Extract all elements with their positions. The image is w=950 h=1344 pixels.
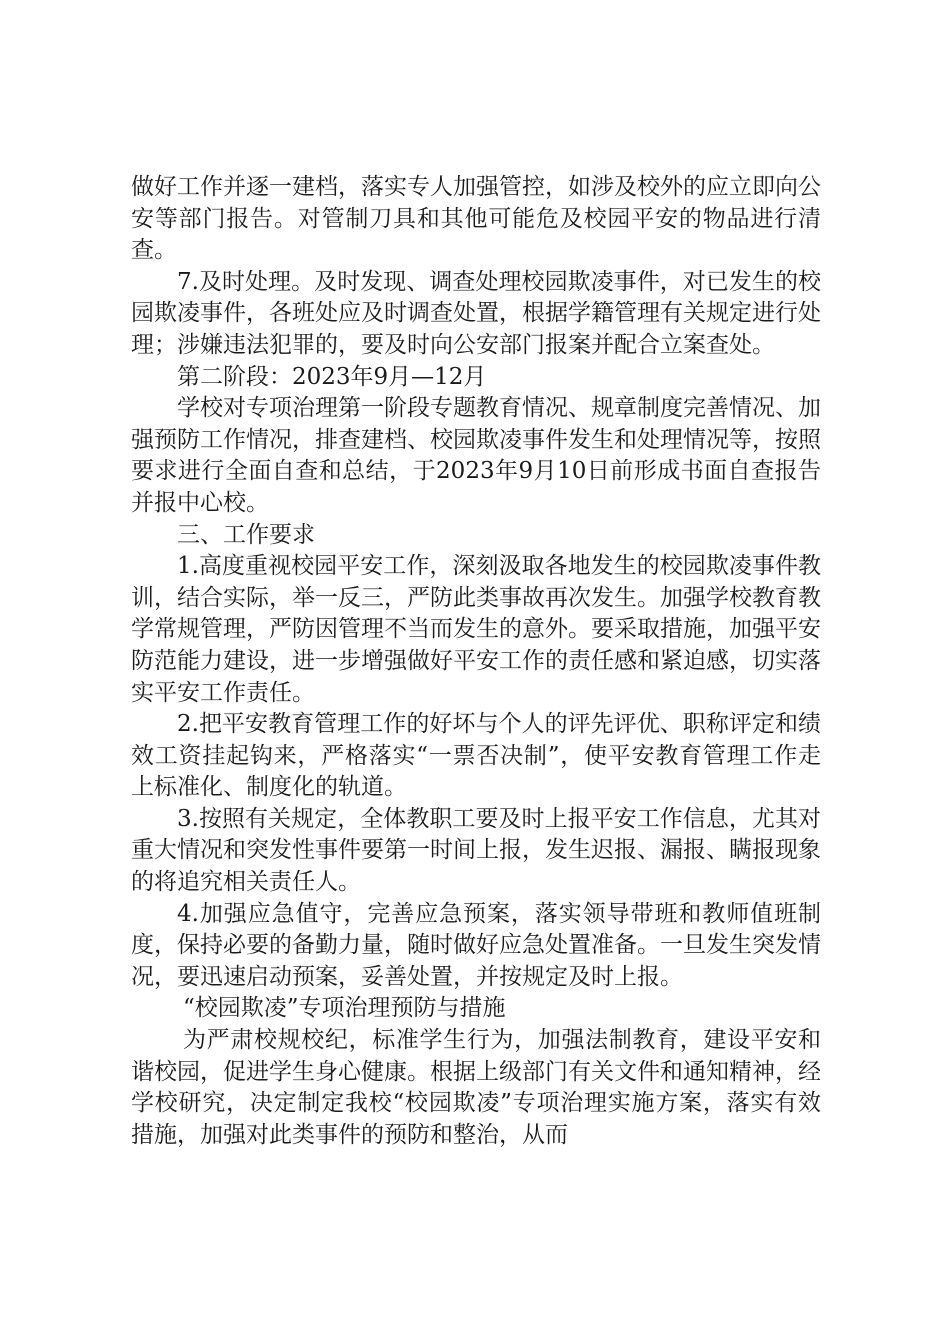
- paragraph-phase-two-heading: 第二阶段：2023年9月—12月: [177, 363, 487, 390]
- paragraph-item-7-timely-handling: 7.及时处理。及时发现、调查处理校园欺凌事件，对已发生的校园欺凌事件，各班处应及时调查处置，根据学籍管理有关规定进行处理；涉嫌违法犯罪的，要及时向公安部门报案并配合立案查处。: [131, 268, 821, 358]
- section-heading-work-requirements: 三、工作要求: [177, 521, 315, 548]
- paragraph-requirement-1: 1.高度重视校园平安工作，深刻汲取各地发生的校园欺凌事件教训，结合实际，举一反三，严防此类事故再次发生。加强学校教育教学常规管理，严防因管理不当而发生的意外。要采取措施，加强平安防范能力建设，进一步增强做好平安工作的责任感和紧迫感，切实落实平安工作责任。: [131, 553, 821, 706]
- paragraph-requirement-3: 3.按照有关规定，全体教职工要及时上报平安工作信息，尤其对重大情况和突发性事件要第一时间上报，发生迟报、漏报、瞒报现象的将追究相关责任人。: [131, 805, 821, 896]
- paragraph-phase-two-body: 学校对专项治理第一阶段专题教育情况、规章制度完善情况、加强预防工作情况，排查建档、校园欺凌事件发生和处理情况等，按照要求进行全面自查和总结，于2023年9月10日前形成书面自查报告并报中心校。: [131, 395, 821, 516]
- paragraph-title-bullying-prevention: “校园欺凌”专项治理预防与措施: [183, 995, 506, 1022]
- paragraph-bullying-prevention-intro: 为严肃校规校纪，标准学生行为，加强法制教育，建设平安和谐校园，促进学生身心健康。根据上级部门有关文件和通知精神，经学校研究，决定制定我校“校园欺凌”专项治理实施方案，落实有效措施，加强对此类事件的预防和整治，从而: [131, 1027, 821, 1148]
- paragraph-inventory-continuation: 做好工作并逐一建档，落实专人加强管控，如涉及校外的应立即向公安等部门报告。对管制刀具和其他可能危及校园平安的物品进行清查。: [131, 174, 821, 264]
- paragraph-requirement-2: 2.把平安教育管理工作的好坏与个人的评先评优、职称评定和绩效工资挂起钩来，严格落实“一票否决制”，使平安教育管理工作走上标准化、制度化的轨道。: [131, 711, 821, 801]
- paragraph-requirement-4: 4.加强应急值守，完善应急预案，落实领导带班和教师值班制度，保持必要的备勤力量，随时做好应急处置准备。一旦发生突发情况，要迅速启动预案，妥善处置，并按规定及时上报。: [131, 900, 821, 990]
- document-body: [131, 172, 821, 1151]
